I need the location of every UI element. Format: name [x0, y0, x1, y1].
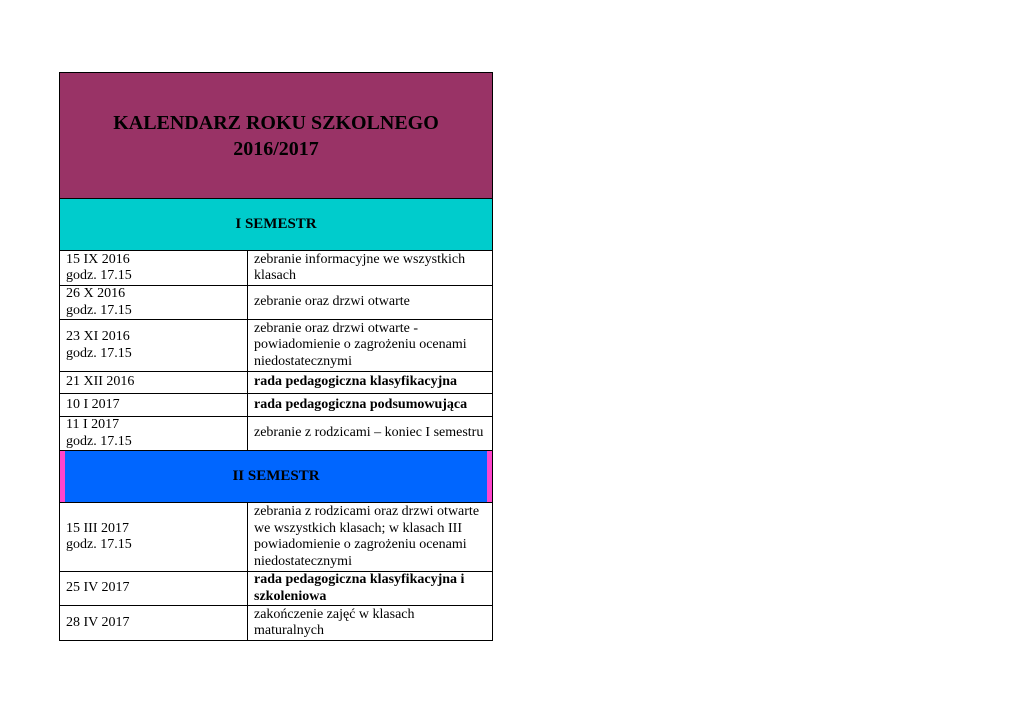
date-text: 26 X 2016 — [66, 286, 126, 301]
semester2-heading-label: II SEMESTR — [232, 468, 320, 484]
date-text: 11 I 2017 — [66, 417, 120, 432]
date-cell — [60, 503, 248, 571]
date-text: 21 XII 2016 — [66, 374, 135, 390]
table-row — [60, 320, 492, 372]
date-text: 15 IX 2016 — [66, 251, 130, 267]
semester2-edge-right — [487, 451, 492, 502]
table-row — [60, 394, 492, 417]
date-cell — [60, 372, 248, 393]
date-cell — [60, 606, 248, 640]
event-cell: zebrania z rodzicami oraz drzwi otwarte we wszystkich klasach; w klasach III powiadomienie o zagrożeniu ocenami niedostatecznymi — [254, 504, 480, 569]
table-row — [60, 251, 492, 286]
table-row — [60, 372, 492, 394]
event-cell: rada pedagogiczna podsumowująca — [254, 396, 468, 412]
semester1-heading: I SEMESTR — [60, 199, 492, 251]
event-cell: zebranie z rodzicami – koniec I semestru — [254, 425, 484, 441]
event-cell: zebranie oraz drzwi otwarte - powiadomienie o zagrożeniu ocenami niedostatecznymi — [254, 320, 467, 369]
event-cell: zakończenie zajęć w klasach maturalnych — [254, 606, 415, 638]
table-row — [60, 606, 492, 640]
table-row — [60, 503, 492, 572]
date-text: 15 III 2017 — [66, 520, 129, 536]
time-text: godz. 17.15 — [66, 537, 132, 552]
time-text: godz. 17.15 — [66, 345, 132, 361]
date-cell — [60, 251, 248, 285]
calendar-title-line2: 2016/2017 — [233, 137, 319, 160]
semester2-heading — [60, 451, 492, 503]
date-text: 23 XI 2016 — [66, 329, 130, 344]
calendar-table — [59, 72, 493, 641]
calendar-title — [60, 73, 492, 199]
table-row — [60, 572, 492, 606]
date-text: 25 IV 2017 — [66, 580, 130, 596]
event-cell: rada pedagogiczna klasyfikacyjna i szkoleniowa — [254, 572, 465, 604]
event-cell: rada pedagogiczna klasyfikacyjna — [254, 374, 458, 390]
date-cell — [60, 394, 248, 416]
date-text: 28 IV 2017 — [66, 614, 130, 630]
date-cell — [60, 572, 248, 605]
event-cell: zebranie oraz drzwi otwarte — [254, 294, 410, 310]
time-text: godz. 17.15 — [66, 433, 132, 449]
table-row — [60, 286, 492, 320]
event-cell: zebranie informacyjne we wszystkich klasach — [254, 251, 466, 283]
date-text: 10 I 2017 — [66, 396, 120, 412]
time-text: godz. 17.15 — [66, 302, 132, 318]
calendar-title-line1: KALENDARZ ROKU SZKOLNEGO — [113, 111, 439, 134]
semester2-edge-left — [60, 451, 65, 502]
date-cell — [60, 320, 248, 371]
table-row — [60, 417, 492, 451]
date-cell — [60, 286, 248, 319]
time-text: godz. 17.15 — [66, 268, 132, 283]
date-cell — [60, 417, 248, 450]
